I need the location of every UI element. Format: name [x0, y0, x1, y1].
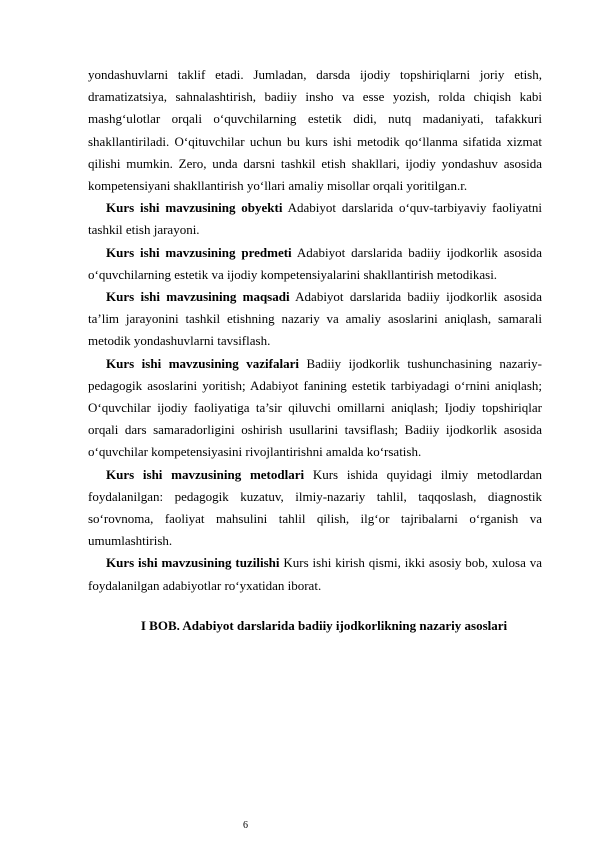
paragraph-lead: Kurs ishi mavzusining maqsadi	[106, 289, 290, 305]
paragraph-methods	[88, 464, 542, 553]
paragraph-text: Adabiyot darslarida badiiy ijodkorlik asosida o‘quvchilarning estetik va ijodiy kompetensiyalarini shakllantirish metodikasi.	[88, 244, 542, 282]
paragraph-lead: Kurs ishi mavzusining obyekti	[106, 200, 283, 216]
paragraph-text: Kurs ishi kirish qismi, ikki asosiy bob, xulosa va foydalanilgan adabiyotlar ro‘yxatidan iborat.	[88, 555, 543, 593]
paragraph-goal	[88, 286, 542, 353]
paragraph-structure	[88, 552, 542, 596]
paragraph-subject	[88, 242, 542, 286]
paragraph-lead: Kurs ishi mavzusining tuzilishi	[106, 555, 280, 571]
paragraph-text: Adabiyot darslarida o‘quv-tarbiyaviy faoliyatni tashkil etish jarayoni.	[88, 200, 542, 238]
paragraph-intro-continuation	[88, 64, 542, 197]
chapter-heading: I BOB. Adabiyot darslarida badiiy ijodkorlikning nazariy asoslari	[140, 617, 508, 633]
paragraph-object	[88, 197, 542, 241]
paragraph-text: Badiiy ijodkorlik tushunchasining nazariy-pedagogik asoslarini yoritish; Adabiyot fanining estetik tarbiyadagi o‘rnini aniqlash; O‘quvchilar ijodiy faoliyatiga ta’sir qiluvchi omillarni aniqlash; Ijodiy topshiriqlar orqali dars samaradorligini oshirish usullarini tavsiflash; Badiiy ijodkorlik asosida o‘quvchilar kompetensiyasini rivojlantirishni amalda ko‘rsatish.	[88, 355, 542, 460]
page-number: 6	[243, 820, 248, 831]
paragraph-lead: Kurs ishi mavzusining predmeti	[106, 244, 292, 260]
paragraph-text: Adabiyot darslarida badiiy ijodkorlik asosida ta’lim jarayonini tashkil etishning nazariy va amaliy asoslarini aniqlash, samarali metodik yondashuvlarni tavsiflash.	[88, 289, 542, 349]
paragraph-lead: Kurs ishi mavzusining vazifalari	[106, 355, 299, 371]
paragraph-text: Kurs ishida quyidagi ilmiy metodlardan foydalanilgan: pedagogik kuzatuv, ilmiy-nazariy tahlil, taqqoslash, diagnostik so‘rovnoma, faoliyat mahsulini tahlil qilish, ilg‘or tajribalarni o‘rganish va umumlashtirish.	[88, 466, 542, 549]
paragraph-text: yondashuvlarni taklif etadi. Jumladan, darsda ijodiy topshiriqlarni joriy etish, dramatizatsiya, sahnalashtirish, badiiy insho va esse yozish, rolda chiqish kabi mashg‘ulotlar orqali o‘quvchilarning estetik didi, nutq madaniyati, tafakkuri shakllantiriladi. O‘qituvchilar uchun bu kurs ishi metodik qo‘llanma sifatida xizmat qilishi mumkin. Zero, unda darsni tashkil etish shakllari, ijodiy yondashuv asosida kompetensiyani shakllantirish yo‘llari amaliy misollar orqali yoritilgan.r.	[88, 67, 542, 194]
paragraph-lead: Kurs ishi mavzusining metodlari	[106, 466, 305, 482]
document-body	[88, 64, 542, 637]
paragraph-tasks	[88, 353, 542, 464]
